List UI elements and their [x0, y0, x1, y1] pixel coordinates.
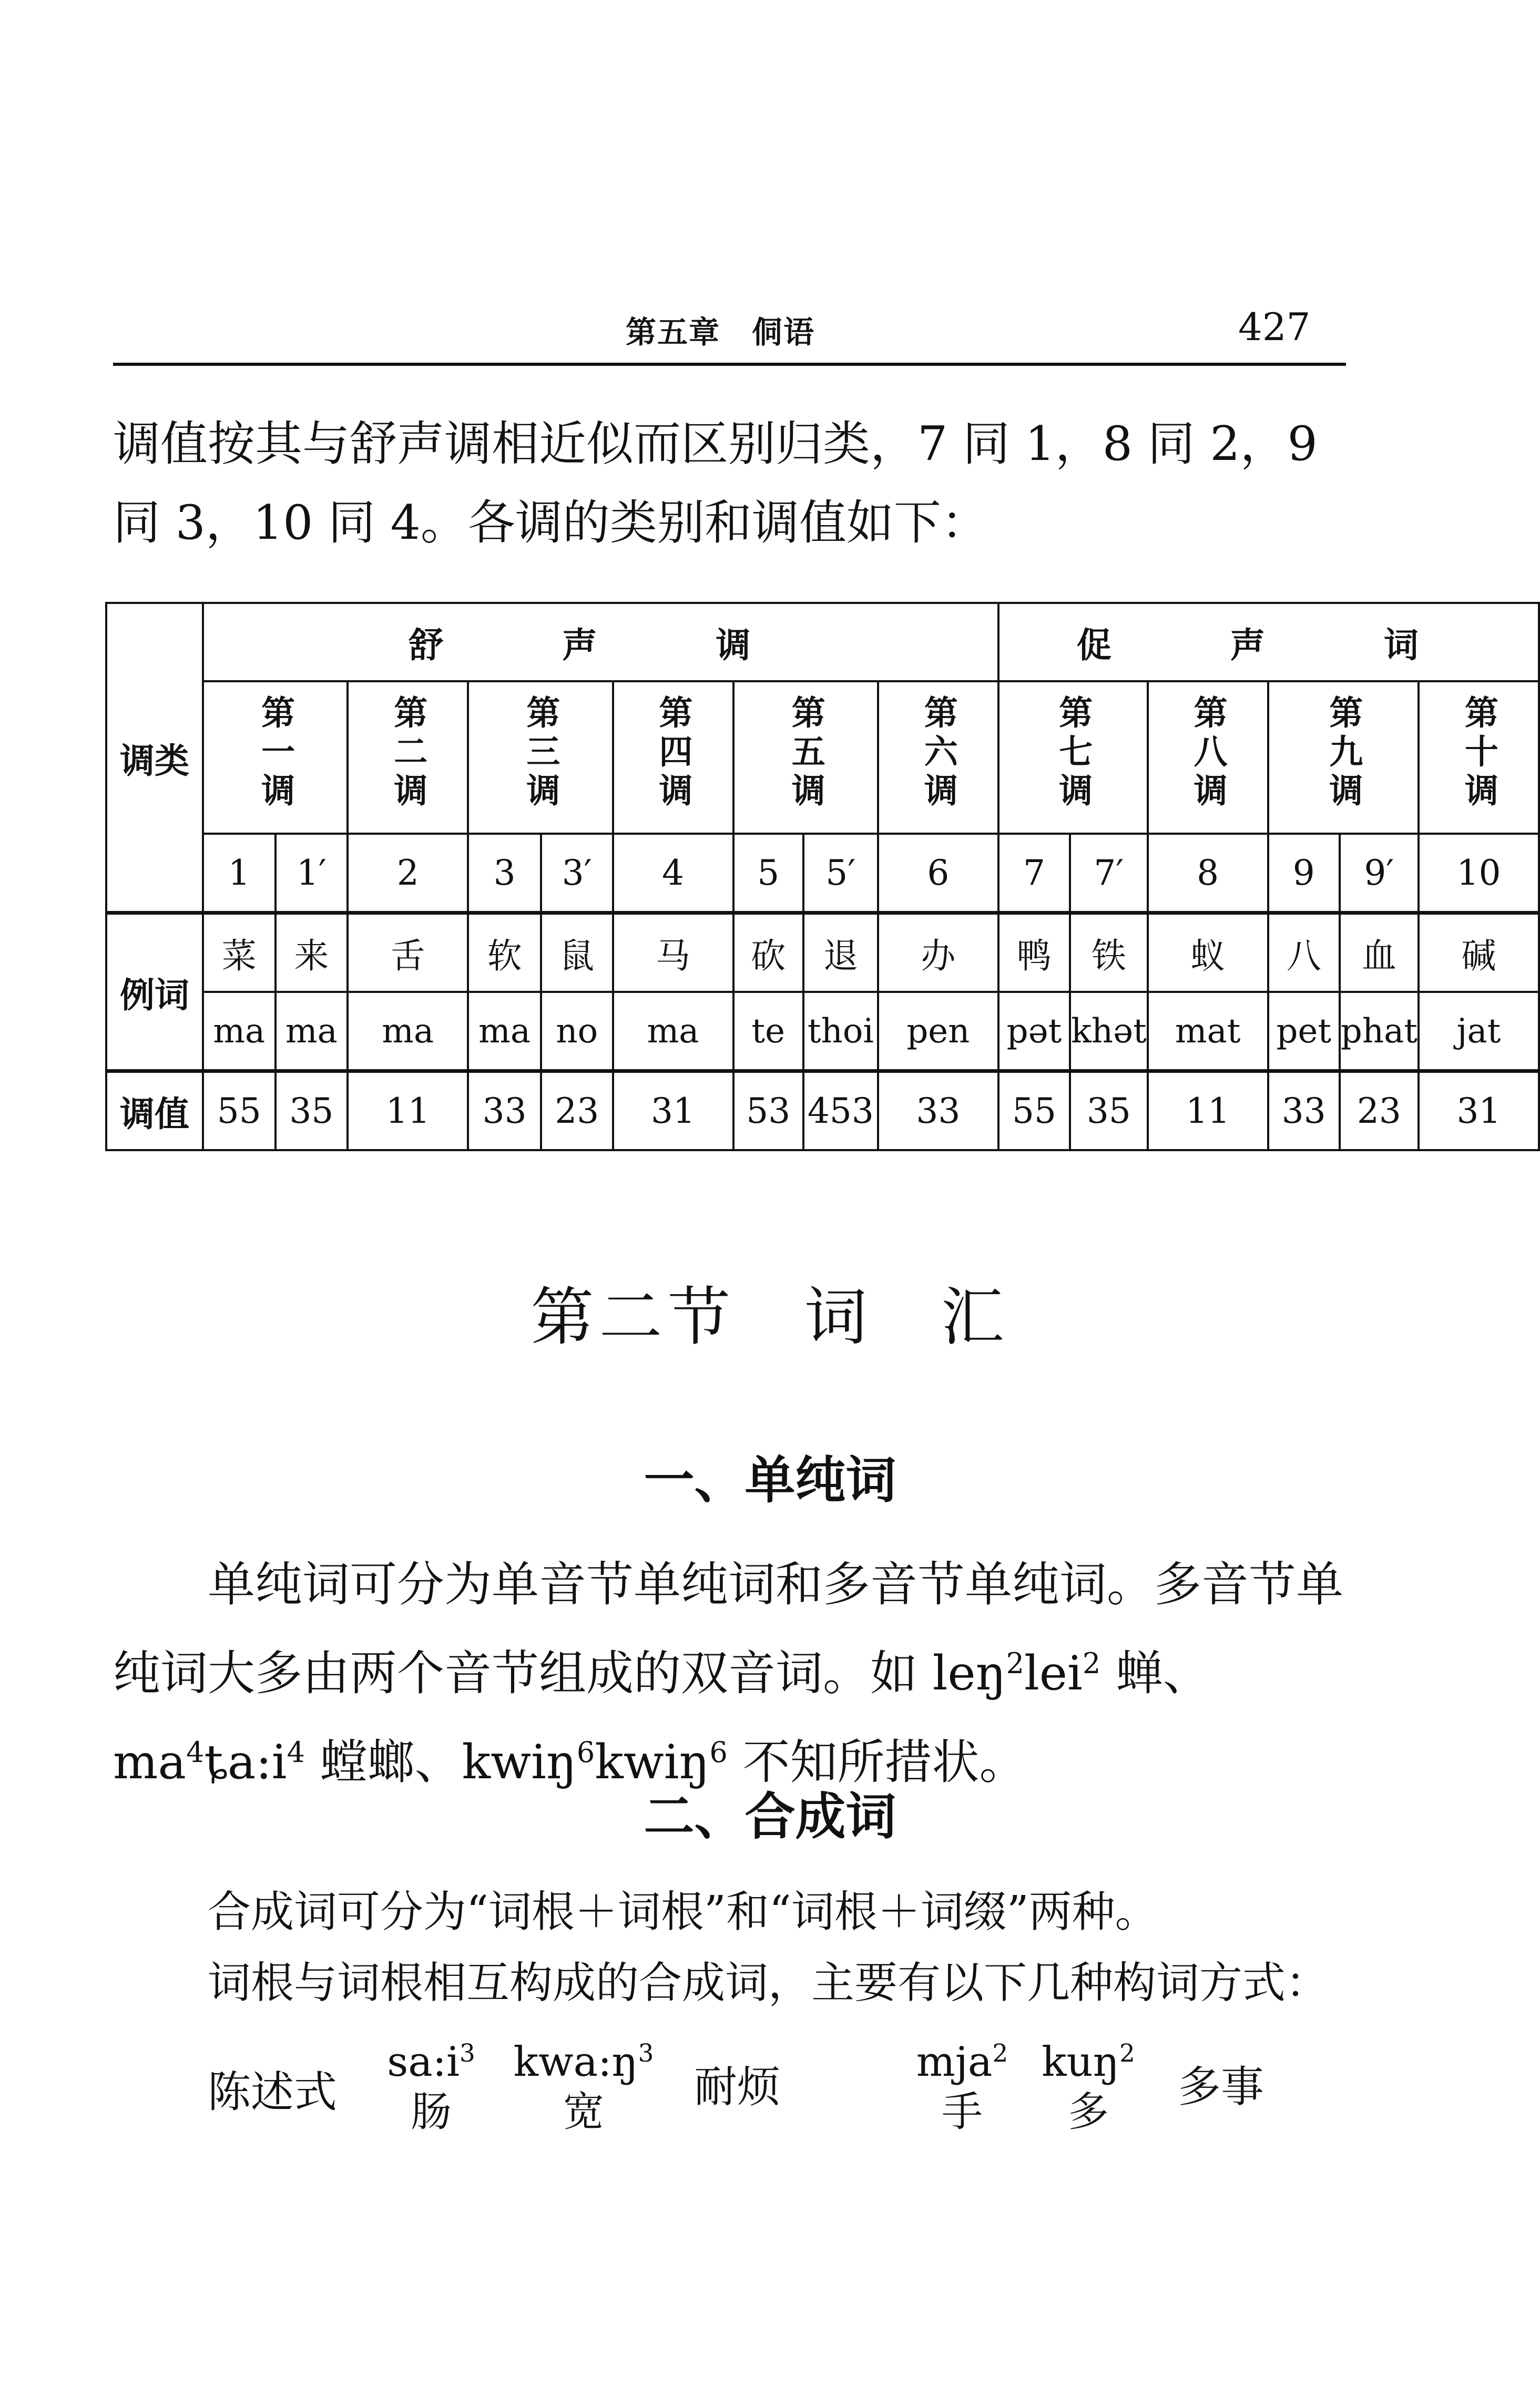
- intro-paragraph: 调值按其与舒声调相近似而区别归类，7 同 1，8 同 2，9 同 3，10 同 4。各调的类别和调值如下：: [113, 416, 1318, 550]
- tone-2b: 4: [287, 1736, 305, 1769]
- tone-value-cell: 55: [998, 1071, 1070, 1151]
- example-char-cell: 八: [1268, 913, 1340, 992]
- example-syllable-row: [106, 992, 1539, 1071]
- example-4-tone: 2: [1119, 2040, 1135, 2068]
- example-syllable-cell: ma: [348, 992, 468, 1071]
- example-char-cell: 菜: [203, 913, 276, 992]
- tone-number-cell: 1′: [276, 834, 348, 913]
- gloss-1: 蝉、: [1100, 1646, 1210, 1701]
- tone-value-cell: 33: [1268, 1071, 1340, 1151]
- tone-number-cell: 7′: [1070, 834, 1148, 913]
- tone-2a: 4: [186, 1736, 205, 1769]
- text-a: 单纯词可分为单音节单纯词和多音节单纯词。多音节单纯词大多由两个音节组成的双音词。如: [113, 1557, 1343, 1701]
- page-number: 427: [1238, 305, 1311, 349]
- tone-value-cell: 33: [878, 1071, 998, 1151]
- tone-number-row: [106, 834, 1539, 913]
- tone-1a: 2: [1006, 1647, 1024, 1680]
- tone-number-cell: 5′: [803, 834, 878, 913]
- example-char-cell: 碱: [1419, 913, 1539, 992]
- example-char-cell: 软: [468, 913, 541, 992]
- example-syllable-cell: ma: [276, 992, 348, 1071]
- example-meaning-1: 耐烦: [694, 2062, 781, 2112]
- tone-value-cell: 35: [1070, 1071, 1148, 1151]
- tone-value-cell: 33: [468, 1071, 541, 1151]
- tone-value-cell: 453: [803, 1071, 878, 1151]
- gloss-3: 不知所措状。: [727, 1735, 1027, 1790]
- tone-number-cell: 3: [468, 834, 541, 913]
- tone-value-cell: 31: [1419, 1071, 1539, 1151]
- example-word-3: [910, 2029, 1015, 2137]
- example-word-2: [510, 2029, 657, 2137]
- group-header-shu: 舒 声 调: [203, 603, 998, 681]
- tone-table: [105, 602, 1540, 1151]
- tone-value-cell: 31: [613, 1071, 733, 1151]
- tone-value-cell: 35: [276, 1071, 348, 1151]
- tone-name-cell: [998, 681, 1148, 834]
- example-label: 陈述式: [208, 2067, 338, 2117]
- example-word-1: [379, 2029, 484, 2137]
- example-1-gloss: 肠: [410, 2088, 452, 2136]
- example-syllable-cell: ma: [203, 992, 276, 1071]
- tone-number-cell: 3′: [541, 834, 613, 913]
- example-char-cell: 鼠: [541, 913, 613, 992]
- subsection2-line2: 词根与词根相互构成的合成词，主要有以下几种构词方式：: [208, 1958, 1329, 2008]
- example-char-row: [106, 913, 1539, 992]
- word-3b: kwiŋ: [595, 1735, 710, 1790]
- tone-name: 第五调: [786, 695, 825, 812]
- word-1b: lei: [1024, 1646, 1083, 1701]
- tone-name: 第六调: [918, 695, 958, 812]
- tone-name: 第七调: [1053, 695, 1093, 812]
- tone-1b: 2: [1082, 1647, 1101, 1680]
- example-syllable-cell: pen: [878, 992, 998, 1071]
- tone-number-cell: 5: [733, 834, 803, 913]
- example-3-phon: mja: [916, 2038, 993, 2086]
- tone-name: 第三调: [521, 695, 560, 812]
- tone-name-row: [106, 681, 1539, 834]
- tone-value-row: [106, 1071, 1539, 1151]
- subsection1-title: 一、单纯词: [644, 1451, 896, 1510]
- example-2-tone: 3: [638, 2040, 654, 2068]
- example-syllable-cell: phat: [1340, 992, 1419, 1071]
- example-syllable-cell: ma: [468, 992, 541, 1071]
- tone-value-cell: 55: [203, 1071, 276, 1151]
- word-1a: leŋ: [932, 1646, 1006, 1701]
- example-syllable-cell: pet: [1268, 992, 1340, 1071]
- tone-name-cell: [1148, 681, 1268, 834]
- tone-number-cell: 4: [613, 834, 733, 913]
- tone-name-cell: [733, 681, 878, 834]
- subsection2-paragraph: [208, 1877, 1364, 2018]
- tone-value-cell: 23: [541, 1071, 613, 1151]
- tone-value-cell: 11: [1148, 1071, 1268, 1151]
- tone-name: 第二调: [388, 695, 428, 812]
- tone-number-cell: 9′: [1340, 834, 1419, 913]
- example-word-4: [1036, 2029, 1141, 2137]
- example-syllable-cell: no: [541, 992, 613, 1071]
- header-rule: [113, 363, 1346, 366]
- group-header-cu: 促 声 词: [998, 603, 1539, 681]
- tone-name-cell: [468, 681, 613, 834]
- example-char-cell: 铁: [1070, 913, 1148, 992]
- subsection2-title: 二、合成词: [644, 1787, 896, 1846]
- subsection2-line1: 合成词可分为“词根＋词根”和“词根＋词缀”两种。: [208, 1887, 1158, 1937]
- example-meaning-2: 多事: [1178, 2062, 1264, 2112]
- example-char-cell: 砍: [733, 913, 803, 992]
- example-syllable-cell: te: [733, 992, 803, 1071]
- example-char-cell: 办: [878, 913, 998, 992]
- row-label-examples: 例词: [106, 913, 203, 1071]
- running-header-chapter: 第五章 侗语: [626, 314, 815, 350]
- example-char-cell: 来: [276, 913, 348, 992]
- tone-name-cell: [348, 681, 468, 834]
- tone-name: 第九调: [1323, 695, 1363, 812]
- example-syllable-cell: jat: [1419, 992, 1539, 1071]
- tone-value-cell: 53: [733, 1071, 803, 1151]
- tone-name-cell: [203, 681, 348, 834]
- example-char-cell: 血: [1340, 913, 1419, 992]
- example-1-phon: sa:i: [387, 2038, 460, 2086]
- example-4-phon: kuŋ: [1042, 2038, 1119, 2086]
- example-4-gloss: 多: [1067, 2088, 1109, 2136]
- tone-number-cell: 8: [1148, 834, 1268, 913]
- tone-number-cell: 10: [1419, 834, 1539, 913]
- example-2-phon: kwa:ŋ: [513, 2038, 638, 2086]
- tone-value-cell: 23: [1340, 1071, 1419, 1151]
- word-2a: ma: [113, 1735, 186, 1790]
- tone-3b: 6: [709, 1736, 728, 1769]
- tone-number-cell: 6: [878, 834, 998, 913]
- example-2-gloss: 宽: [563, 2088, 604, 2136]
- tone-name-cell: [613, 681, 733, 834]
- example-syllable-cell: ma: [613, 992, 733, 1071]
- example-char-cell: 蚁: [1148, 913, 1268, 992]
- tone-table-wrapper: [105, 602, 1540, 1151]
- example-syllable-cell: mat: [1148, 992, 1268, 1071]
- row-label-values: 调值: [106, 1071, 203, 1151]
- word-3a: kwiŋ: [462, 1735, 577, 1790]
- tone-number-cell: 7: [998, 834, 1070, 913]
- example-char-cell: 舌: [348, 913, 468, 992]
- section-title: 第二节 词 汇: [531, 1281, 1009, 1354]
- example-syllable-cell: khət: [1070, 992, 1148, 1071]
- tone-number-cell: 1: [203, 834, 276, 913]
- example-char-cell: 退: [803, 913, 878, 992]
- tone-name-cell: [1419, 681, 1539, 834]
- example-syllable-cell: thoi: [803, 992, 878, 1071]
- tone-3a: 6: [576, 1736, 595, 1769]
- tone-name: 第八调: [1188, 695, 1228, 812]
- gloss-2: 螳螂、: [304, 1735, 462, 1790]
- tone-value-cell: 11: [348, 1071, 468, 1151]
- example-3-gloss: 手: [941, 2088, 983, 2136]
- subsection1-paragraph: [113, 1545, 1349, 1802]
- tone-number-cell: 9: [1268, 834, 1340, 913]
- word-2b: ȶa:i: [204, 1735, 287, 1790]
- tone-name: 第四调: [653, 695, 693, 812]
- example-char-cell: 马: [613, 913, 733, 992]
- example-3-tone: 2: [992, 2040, 1008, 2068]
- tone-name-cell: [878, 681, 998, 834]
- example-syllable-cell: pət: [998, 992, 1070, 1071]
- tone-number-cell: 2: [348, 834, 468, 913]
- example-1-tone: 3: [459, 2040, 475, 2068]
- row-label-tone-class: 调类: [106, 603, 203, 913]
- example-char-cell: 鸭: [998, 913, 1070, 992]
- tone-name: 第十调: [1459, 695, 1498, 812]
- tone-name: 第一调: [256, 695, 295, 812]
- tone-name-cell: [1268, 681, 1419, 834]
